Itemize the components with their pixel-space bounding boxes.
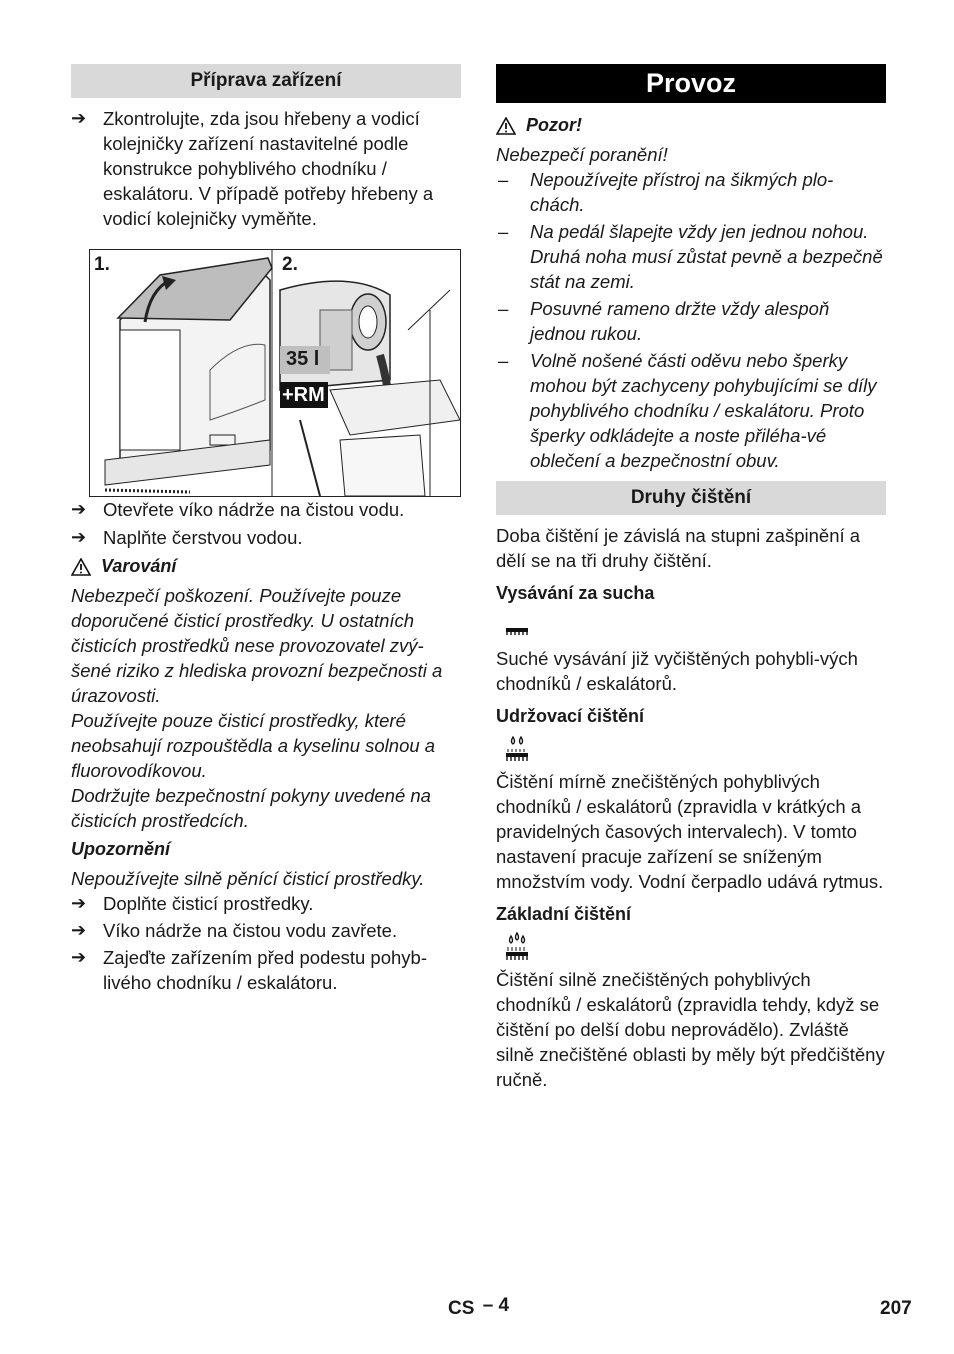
caution-list-item: – Na pedál šlapejte vždy jen jednou nohou. Druhá noha musí zůstat pevně a bezpečně stát na zemi.	[496, 219, 886, 294]
section-heading-cleaning-types: Druhy čištění	[496, 481, 886, 515]
figure-illustration	[89, 249, 461, 497]
instruction-step	[71, 945, 461, 995]
chapter-heading-operation: Provoz	[496, 64, 886, 103]
footer-section-page: – 4	[482, 1295, 510, 1316]
intro-text: Zkontrolujte, zda jsou hřebeny a vodicí kolejničky zařízení nastavitelné podle konstrukce pohyblivého chodníku / eskalátoru. V případě potřeby hřebeny a vodicí kolejničky vyměňte.	[103, 108, 434, 229]
cleaning-intro: Doba čištění je závislá na stupni zašpinění a dělí se na tři druhy čištění.	[496, 525, 861, 571]
mode-title-maintenance: Udržovací čištění	[496, 706, 645, 726]
arrow-icon: ➔	[71, 920, 87, 940]
step-text: Doplňte čisticí prostředky.	[103, 893, 314, 914]
caution-heading	[496, 113, 886, 138]
warning-triangle-icon	[71, 558, 91, 576]
mode-title-basic: Základní čištění	[496, 904, 632, 924]
rm-label: +RM	[282, 384, 325, 406]
instruction-step	[71, 106, 461, 231]
mode-text: Čištění mírně znečištěných pohyblivých chodníků / eskalátorů (zpravidla v krátkých a pravidelných časových intervalech). V tomto nastavení pracuje zařízení se sníženým množstvím vody. Vodní čerpadlo udává rytmus.	[496, 771, 884, 892]
caution-item-text: Nepoužívejte přístroj na šikmých plo-chách.	[530, 169, 834, 215]
caution-list-item: – Posuvné rameno držte vždy alespoň jednou rukou.	[496, 296, 886, 346]
footer-section-label	[448, 1295, 510, 1320]
caution-item-text: Posuvné rameno držte vždy alespoň jednou rukou.	[530, 298, 830, 344]
page-number: 207	[880, 1298, 912, 1319]
warning-text: Dodržujte bezpečnostní pokyny uvedené na čisticích prostředcích.	[71, 785, 431, 831]
machine-drawing	[90, 250, 460, 496]
arrow-icon: ➔	[71, 527, 87, 547]
note-title: Upozornění	[71, 839, 170, 859]
figure-label-1: 1.	[94, 254, 110, 275]
step-text: Zajeďte zařízením před podestu pohyb-livého chodníku / eskalátoru.	[103, 947, 427, 993]
instruction-step	[71, 497, 461, 522]
mode-text: Suché vysávání již vyčištěných pohybli-vých chodníků / eskalátorů.	[496, 648, 858, 694]
note-text: Nepoužívejte silně pěnící čisticí prostředky.	[71, 868, 425, 889]
warning-title: Varování	[101, 556, 177, 576]
caution-title: Pozor!	[526, 115, 582, 135]
arrow-icon: ➔	[71, 893, 87, 913]
instruction-step	[71, 525, 461, 550]
instruction-step	[71, 891, 461, 916]
mode-title-dry: Vysávání za sucha	[496, 583, 655, 603]
basic-cleaning-icon	[496, 927, 886, 967]
section-heading-preparation: Příprava zařízení	[71, 64, 461, 98]
arrow-icon: ➔	[71, 499, 87, 519]
arrow-icon: ➔	[71, 947, 87, 967]
mode-text: Čištění silně znečištěných pohyblivých chodníků / eskalátorů (zpravidla tehdy, když se čištění po delší dobu neprovádělo). Zvláště silně znečištěné oblasti by měly být předčištěny ručně.	[496, 969, 885, 1090]
warning-heading	[71, 554, 461, 579]
caution-list-item: – Volně nošené části oděvu nebo šperky mohou být zachyceny pohybujícími se díly pohyblivého chodníku / eskalátoru. Proto šperky odkládejte a noste přiléha-vé oblečení a bezpečnostní obuv.	[496, 348, 886, 473]
arrow-icon: ➔	[71, 108, 87, 128]
left-column	[71, 64, 461, 995]
footer-lang: CS	[448, 1298, 475, 1319]
volume-label: 35 l	[286, 348, 320, 370]
warning-triangle-icon	[496, 117, 516, 135]
step-text: Otevřete víko nádrže na čistou vodu.	[103, 499, 405, 520]
caution-item-text: Volně nošené části oděvu nebo šperky mohou být zachyceny pohybujícími se díly pohyblivého chodníku / eskalátoru. Proto šperky odkládejte a noste přiléha-vé oblečení a bezpečnostní obuv.	[530, 350, 877, 471]
maintenance-cleaning-icon	[496, 729, 886, 769]
warning-text: Nebezpečí poškození. Používejte pouze doporučené čisticí prostředky. U ostatních čisticích prostředků nese provozovatel zvý-šené riziko z hlediska provozní bezpečnosti a úrazovosti.	[71, 585, 443, 706]
figure-label-2: 2.	[282, 254, 298, 275]
step-text: Naplňte čerstvou vodou.	[103, 527, 303, 548]
dry-vacuum-icon	[496, 606, 886, 646]
caution-list-item: – Nepoužívejte přístroj na šikmých plo-chách.	[496, 167, 886, 217]
caution-item-text: Na pedál šlapejte vždy jen jednou nohou. Druhá noha musí zůstat pevně a bezpečně stát na zemi.	[530, 221, 883, 292]
step-text: Víko nádrže na čistou vodu zavřete.	[103, 920, 398, 941]
caution-text: Nebezpečí poranění!	[496, 144, 668, 165]
instruction-step	[71, 918, 461, 943]
right-column	[496, 64, 886, 1092]
warning-text: Používejte pouze čisticí prostředky, které neobsahují rozpouštědla a kyselinu solnou a fluorovodíkovou.	[71, 710, 436, 781]
